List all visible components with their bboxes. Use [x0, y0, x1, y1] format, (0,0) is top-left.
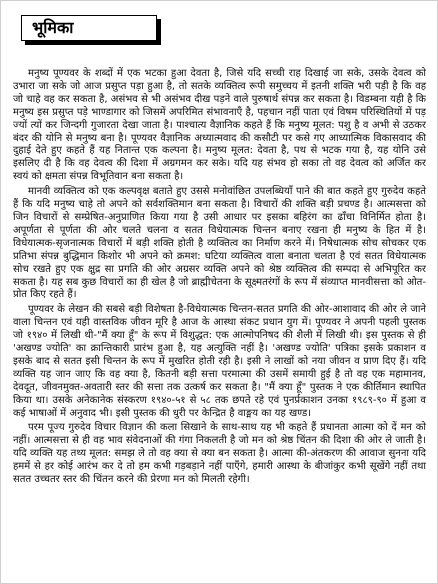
paragraph: परम पूज्य गुरुदेव विचार विज्ञान की कला सिखाने के साथ-साथ यह भी कहते हैं प्रधानता आत्मा को दें मन को नहीं। आत्मसत्ता से ही वह भाव संवेदनाओं की गंगा निकलती है जो मन को श्रेष्ठ चिंतन की दिशा की ओर ले जाती है। यदि व्यक्ति यह तथ्य मूलत: समझ ले तो वह क्या से क्या बन सकता है। आत्मा की-अंतकरण की आवाज सुनना यदि हममें से हर कोई आरंभ कर दे तो हम कभी गड़बड़ाने नहीं पाएँगे, हमारी आस्था के बीजांकुर कभी सूखेंगे नहीं तथा सतत उच्चतर स्तर की चिंतन करने की प्रेरणा मन को मिलती रहेगी। — [13, 422, 426, 486]
paragraph: पूण्यवर के लेखन की सबसे बड़ी विशेषता है-विधेयात्मक चिन्तन-सतत प्रगति की ओर-आशावाद की ओर ले जाने वाला चिन्तन एवं यही वास्तविक जीवन मूरि है आज के आस्था संकट प्रधान युग में। पूण्यवर ने अपनी पहली पुस्तक जो १९४० में लिखी थी-"मैं क्या हूँ" के रूप में विशुद्धत: एक आत्मोपनिषद की शैली में लिखी थी। इस पुस्तक से ही 'अखण्ड ज्योति' का क्रान्तिकारी प्रारंभ हुआ है, यह अत्युक्ति नहीं है। 'अखण्ड ज्योति' पत्रिका इसके प्रकाशन व इसके बाद से सतत इसी चिन्तन के रूप में मुखरित होती रही है। इसी ने लाखों को नया जीवन व प्राण दिए हैं। यदि व्यक्ति यह जान जाए कि वह क्या है, कितनी बड़ी सत्ता परमात्मा की उसमें समायी हुई है तो वह एक महामानव, देवदूत, जीवनमुक्त-अवतारी स्तर की सत्ता तक उत्कर्ष कर सकता है। "मैं क्या हूँ" पुस्तक ने एक कीर्तिमान स्थापित किया था। उसके अनेकानेक संस्करण १९४०-५१ से ५८ तक छपते रहे एवं पुनर्प्रकाशन उनका १९८९-९० में हुआ व कई भाषाओं में अनुवाद भी। इसी पुस्तक की धुरी पर केन्द्रित है वाङ्मय का यह खण्ड। — [13, 304, 426, 419]
title-box — [21, 15, 157, 41]
body-text — [13, 68, 426, 487]
page-title: भूमिका — [32, 18, 74, 37]
paragraph: मनुष्य पूण्यवर के शब्दों में एक भटका हुआ देवता है, जिसे यदि सच्ची राह दिखाई जा सके, उसके देवत्व को उभारा जा सके जो आज प्रसुप्त पड़ा हुआ है, तो सतके व्यक्तित्व रूपी समुच्चय में इतनी शक्ति भरी पड़ी है कि वह जो चाहे वह कर सकता है, असंभव से भी असंभव दीख पड़ने वाले पुरुषार्थ संपन्न कर सकता है। विडम्बना यही है कि मनुष्य इस प्रसुप्त पड़े भाण्डागार को जिसमें अपरिमित संभावनाएँ है, पहचान नहीं पाता एवं विषम परिस्थितियों में पड़ ज्यों त्यों कर जिन्दगी गुजारता देखा जाता है। पाश्चात्य वैज्ञानिक कहते हैं कि मनुष्य मूलत: पशु है व अभी से उठकर बंदर की योनि से मनुष्य बना है। पूण्यवर वैज्ञानिक अध्यात्मवाद की कसौटी पर कसे गए आध्यात्मिक विकासवाद की दुहाई देते हुए कहते हैं यह नितान्त एक कल्पना है। मनुष्य मूलत: देवता है, पथ से भटक गया है, यह योनि उसे इसलिए दी है कि वह देवत्व की दिशा में अग्रगमन कर सके। यदि यह संभव हो सका तो वह देवत्व को अर्जित कर स्वयं को क्षमता संपन्न विभूतिवान बना सकता है। — [13, 68, 426, 183]
paragraph: मानवी व्यक्तित्व को एक कल्पवृक्ष बताते हुए उससे मनोवांछित उपलब्धियाँ पाने की बात कहते हुए गुरुदेव कहते हैं कि यदि मनुष्य चाहे तो अपने को सर्वशक्तिमान बना सकता है। विचारों की शक्ति बड़ी प्रचण्ड है। आत्मसत्ता को जिन विचारों से सम्प्रेषित-अनुप्राणित किया गया है उसी आधार पर इसका बहिरंग का ढाँचा विनिर्मित होता है। अपूर्णता से पूर्णता की ओर चलते चलना व सतत विधेयात्मक चिन्तन बनाए रखना ही मनुष्य के हित में है। विधेयात्मक-सृजनात्मक विचारों में बड़ी शक्ति होती है व्यक्तित्व का निर्माण करने में। निषेधात्मक सोच सोचकर एक प्रतिभा संपन्न बुद्धिमान किशोर भी अपने को क्रमश: घटिया व्यक्तित्व वाला बनाता चलता है एवं सतत विधेयात्मक सोच रखते हुए एक क्षुद्र सा प्रगति की ओर अग्रसर व्यक्ति अपने को श्रेष्ठ व्यक्तित्व की सम्पदा से अभिपूरित कर सकता है। यह सब कुछ विचारों का ही खेल है जो ब्राह्मीचेतना के सूक्ष्मतरंगों के रूप में संव्याप्त मानवीसत्ता को ओत-प्रोत किए रहते हैं। — [13, 186, 426, 301]
